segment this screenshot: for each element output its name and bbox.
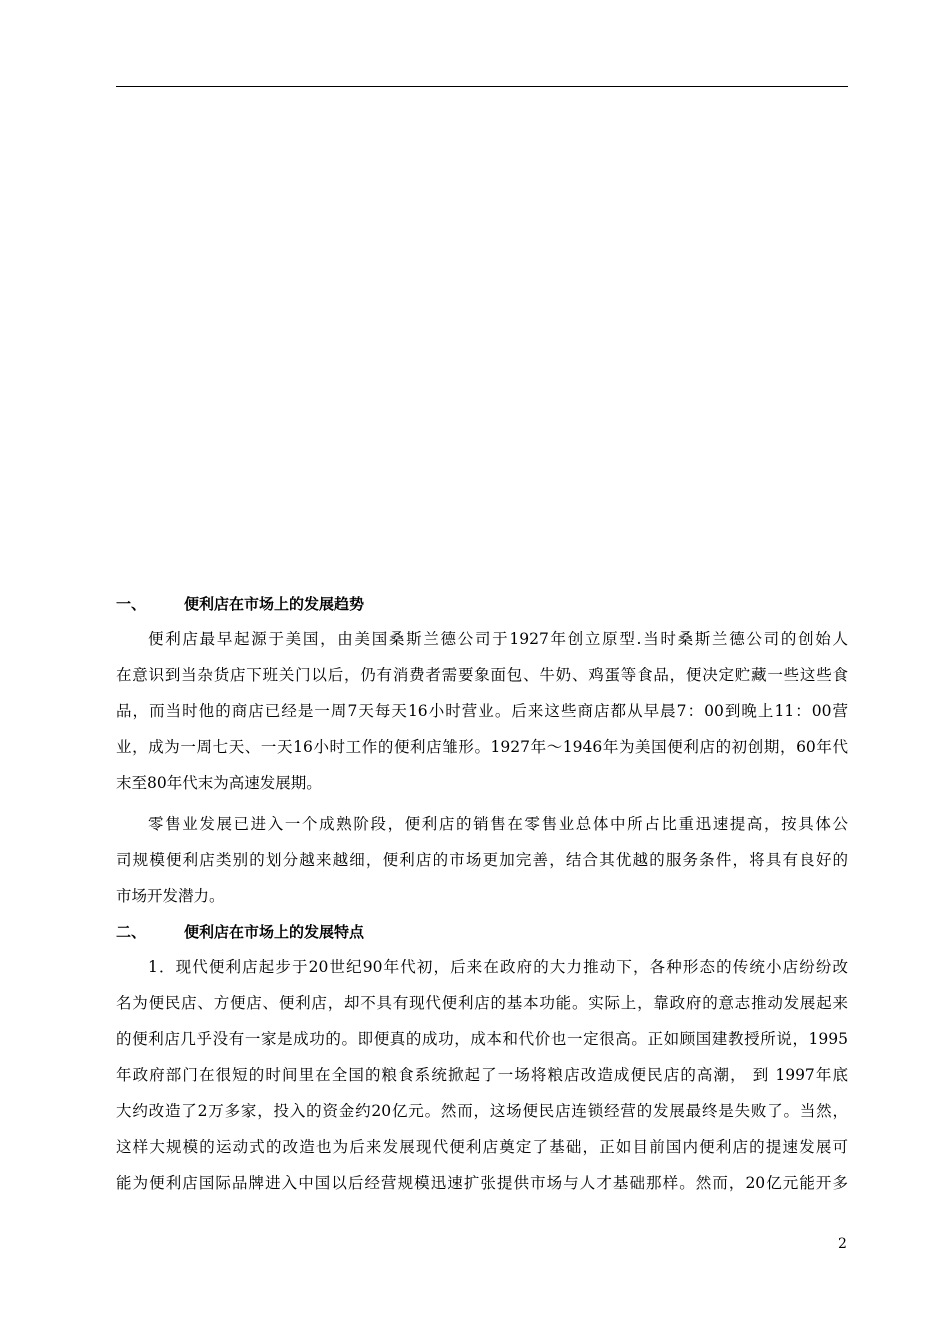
paragraph-line: 司规模便利店类别的划分越来越细，便利店的市场更加完善，结合其优越的服务条件，将具有良好的 <box>116 851 848 869</box>
paragraph-line: 业，成为一周七天、一天16小时工作的便利店雏形。1927年～1946年为美国便利店的初创期，60年代 <box>116 738 848 756</box>
paragraph-line: 市场开发潜力。 <box>116 887 225 905</box>
paragraph-line: 能为便利店国际品牌进入中国以后经营规模迅速扩张提供市场与人才基础那样。然而，20亿元能开多 <box>116 1174 848 1192</box>
section-number: 一、 <box>116 595 147 613</box>
paragraph-line: 名为便民店、方便店、便利店，却不具有现代便利店的基本功能。实际上，靠政府的意志推动发展起来 <box>116 994 848 1012</box>
paragraph-line: 在意识到当杂货店下班关门以后，仍有消费者需要象面包、牛奶、鸡蛋等食品，便决定贮藏一些这些食 <box>116 666 848 684</box>
header-rule <box>116 86 848 87</box>
section-title: 便利店在市场上的发展特点 <box>184 923 365 941</box>
paragraph-line: 大约改造了2万多家，投入的资金约20亿元。然而，这场便民店连锁经营的发展最终是失败了。当然， <box>116 1102 848 1120</box>
paragraph-line: 1．现代便利店起步于20世纪90年代初，后来在政府的大力推动下，各种形态的传统小店纷纷改 <box>148 958 848 976</box>
paragraph-line: 便利店最早起源于美国，由美国桑斯兰德公司于1927年创立原型.当时桑斯兰德公司的创始人 <box>148 630 848 648</box>
page-number: 2 <box>838 1236 847 1252</box>
section-number: 二、 <box>116 923 147 941</box>
paragraph-line: 的便利店几乎没有一家是成功的。即便真的成功，成本和代价也一定很高。正如顾国建教授所说，1995 <box>116 1030 848 1048</box>
section-heading-1 <box>116 594 848 614</box>
section-heading-2 <box>116 922 848 942</box>
section-title: 便利店在市场上的发展趋势 <box>184 595 365 613</box>
paragraph-line: 品，而当时他的商店已经是一周7天每天16小时营业。后来这些商店都从早晨7：00到晚上11：00营 <box>116 702 848 720</box>
paragraph-line: 零售业发展已进入一个成熟阶段，便利店的销售在零售业总体中所占比重迅速提高，按具体公 <box>148 815 848 833</box>
paragraph-line: 这样大规模的运动式的改造也为后来发展现代便利店奠定了基础，正如目前国内便利店的提速发展可 <box>116 1138 848 1156</box>
paragraph-line: 末至80年代末为高速发展期。 <box>116 774 322 792</box>
paragraph-line: 年政府部门在很短的时间里在全国的粮食系统掀起了一场将粮店改造成便民店的高潮， 到 1997年底 <box>116 1066 848 1084</box>
